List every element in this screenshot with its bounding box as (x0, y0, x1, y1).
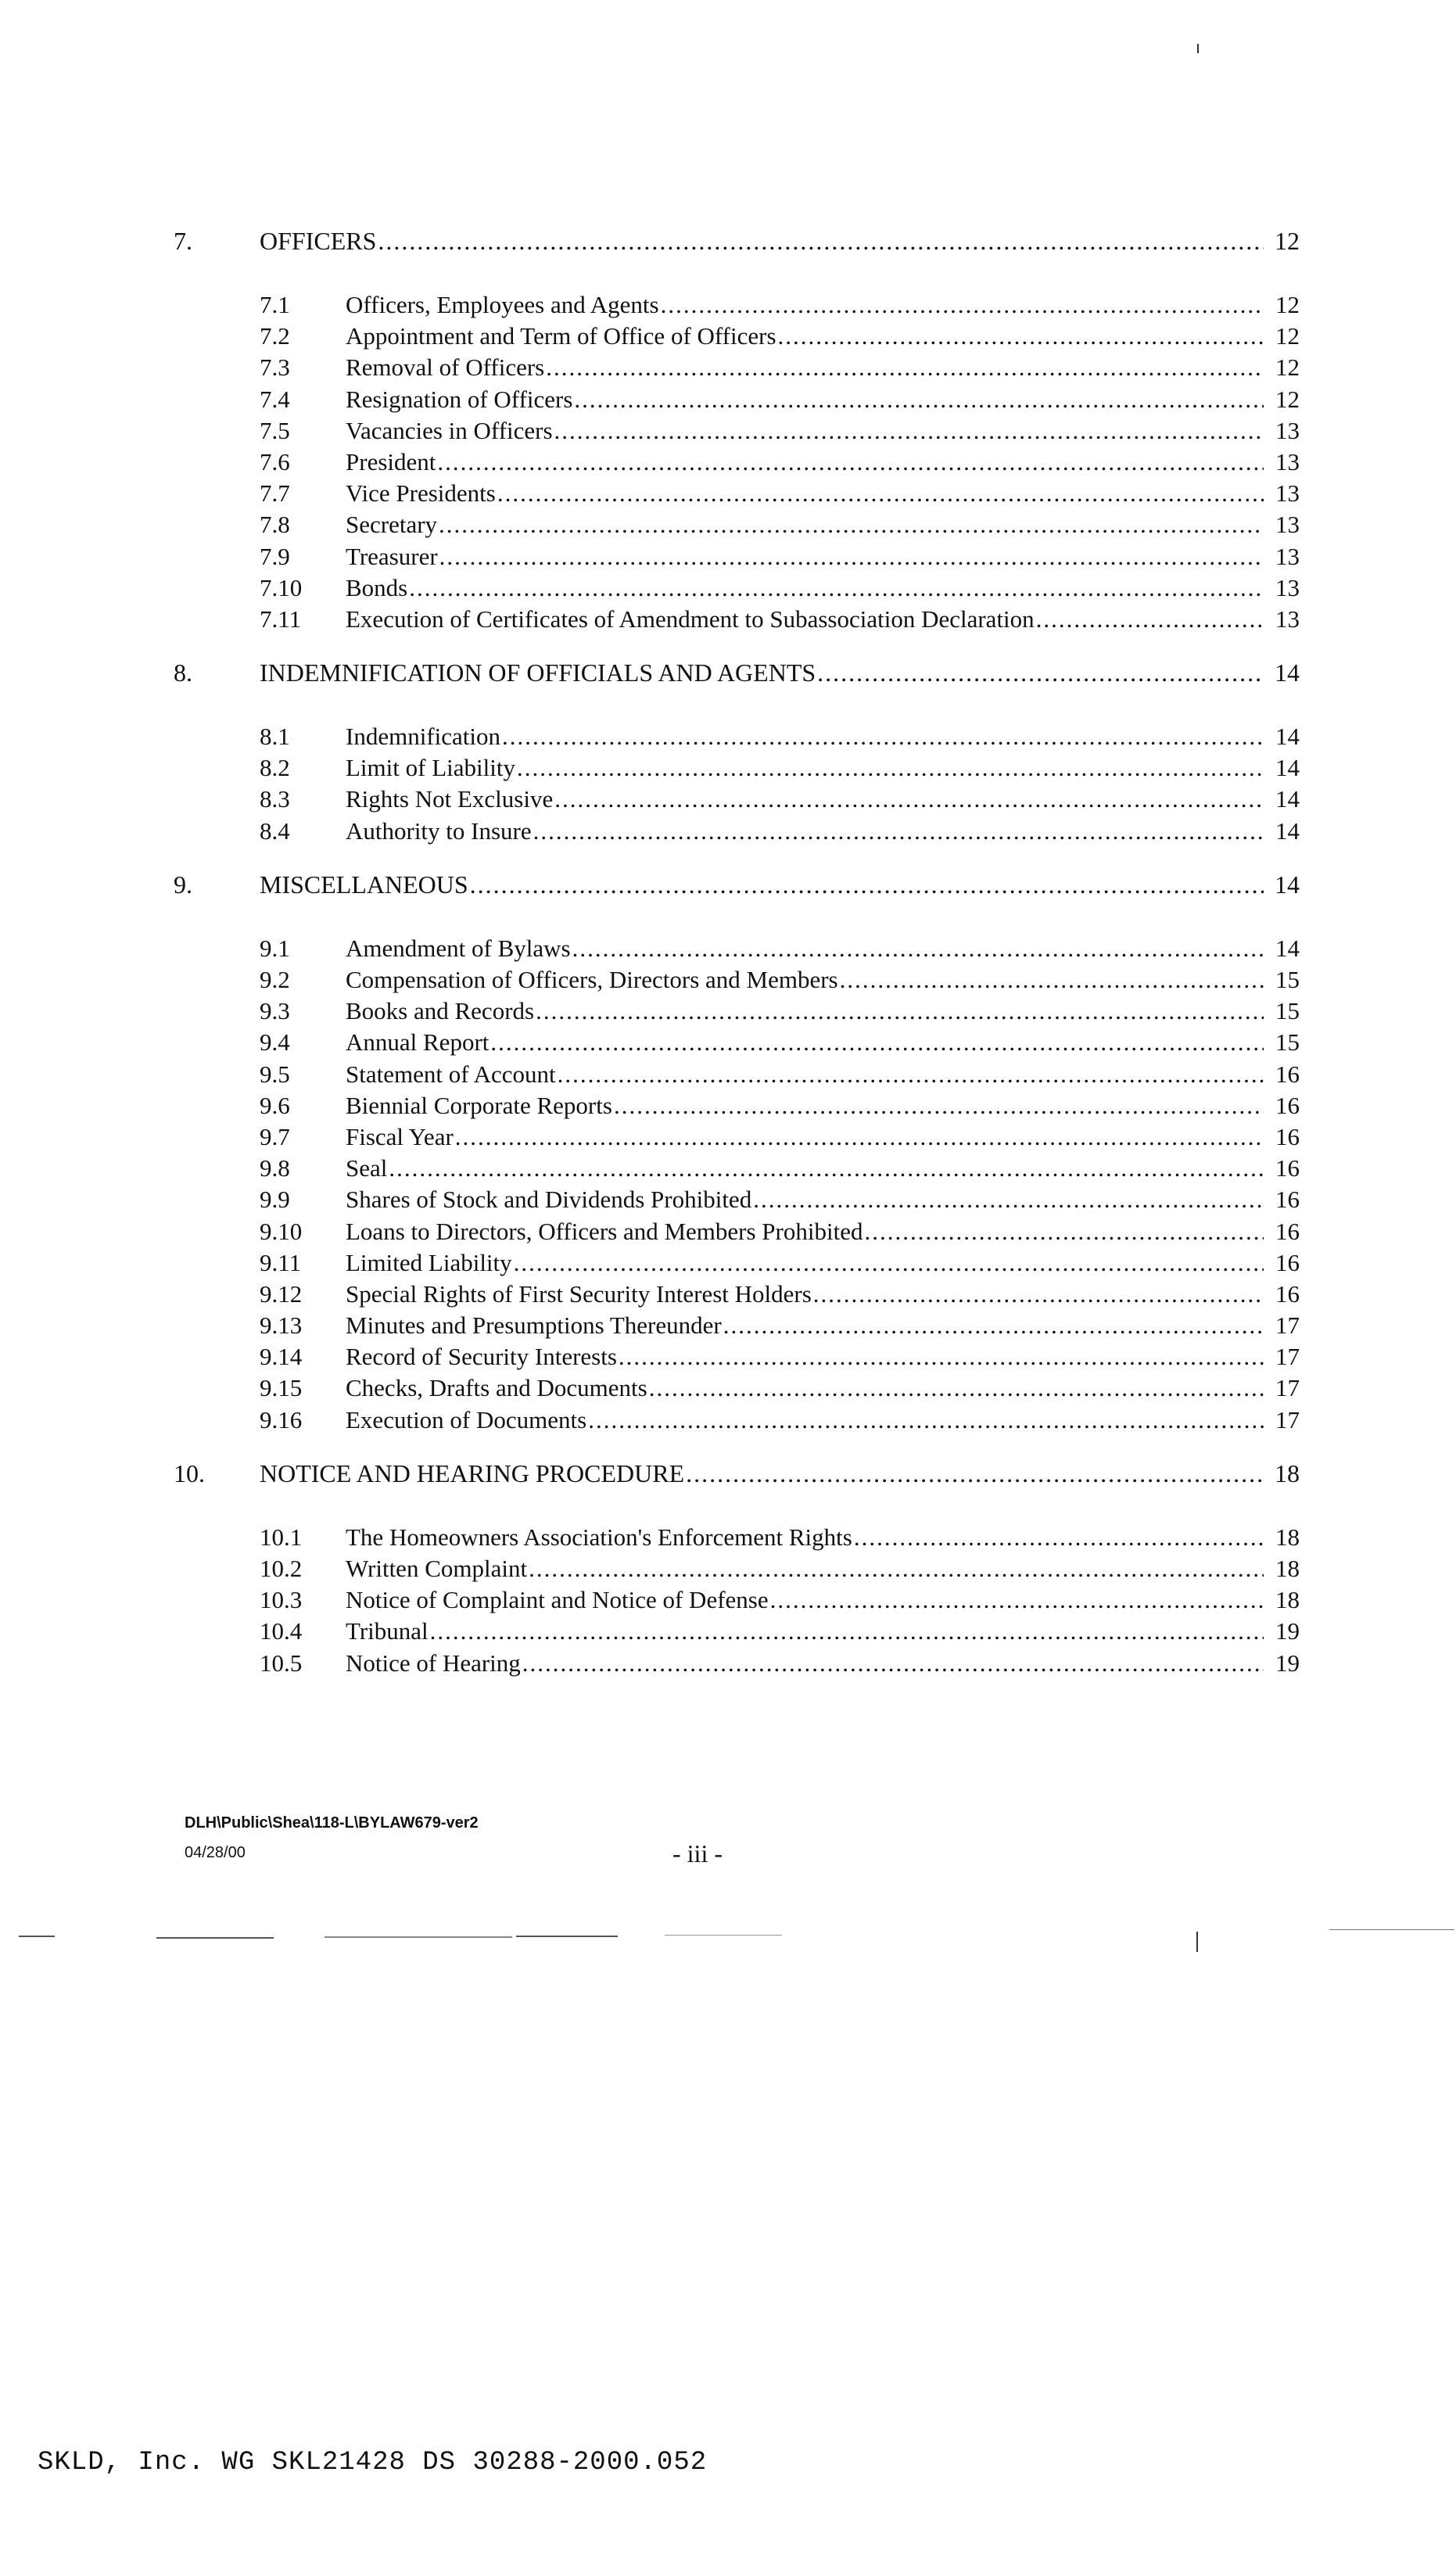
toc-entry (174, 935, 1300, 966)
dot-leader (554, 785, 1264, 813)
scan-line (19, 1936, 55, 1937)
entry-title: Secretary (346, 511, 438, 539)
dot-leader (1036, 605, 1264, 633)
entry-number: 9.5 (260, 1060, 290, 1088)
scan-line (1329, 1929, 1454, 1930)
entry-number: 9.4 (260, 1028, 290, 1057)
dot-leader (778, 322, 1264, 350)
entry-number: 9.11 (260, 1248, 302, 1276)
dot-leader (588, 1406, 1264, 1434)
entry-title: Books and Records (346, 997, 535, 1025)
toc-section-9 (174, 870, 1300, 1437)
page-number: 12 (1275, 353, 1300, 382)
toc-entry (174, 1249, 1300, 1280)
dot-leader (378, 227, 1264, 256)
page-number: 12 (1275, 227, 1300, 255)
dot-leader (619, 1343, 1264, 1371)
dot-leader (854, 1523, 1264, 1552)
toc-entry (174, 291, 1300, 322)
page-number: 16 (1275, 1122, 1300, 1150)
toc-entry (174, 1311, 1300, 1343)
table-of-contents (174, 227, 1300, 1703)
entry-title: Treasurer (346, 542, 438, 570)
entry-title: Fiscal Year (346, 1122, 454, 1150)
dot-leader (502, 723, 1264, 751)
entry-title: Statement of Account (346, 1060, 556, 1088)
entry-title: Authority to Insure (346, 816, 532, 845)
page-number: 18 (1275, 1586, 1300, 1614)
dot-leader (470, 870, 1264, 899)
entry-number: 9.3 (260, 997, 290, 1025)
dot-leader (497, 479, 1264, 508)
toc-entry (174, 1092, 1300, 1123)
dot-leader (558, 1060, 1264, 1089)
page-number: 13 (1275, 542, 1300, 570)
page-number: 18 (1275, 1459, 1300, 1487)
entry-number: 7.2 (260, 322, 290, 350)
entry-title: Officers, Employees and Agents (346, 291, 659, 318)
entry-title: Notice of Complaint and Notice of Defense (346, 1586, 769, 1614)
page-number: 13 (1275, 479, 1300, 508)
entry-title: Tribunal (346, 1617, 429, 1645)
entry-title: Checks, Drafts and Documents (346, 1374, 647, 1402)
entry-number: 9.16 (260, 1405, 303, 1433)
entry-number: 9.9 (260, 1186, 290, 1214)
page-number: 14 (1275, 785, 1300, 813)
dot-leader (546, 353, 1264, 382)
entry-title: Compensation of Officers, Directors and Members (346, 966, 838, 993)
toc-entry (174, 1523, 1300, 1555)
entry-number: 7.1 (260, 291, 290, 318)
entry-title: Indemnification (346, 723, 500, 751)
entry-number: 9.7 (260, 1122, 290, 1150)
toc-entry (174, 605, 1300, 637)
page-number: 17 (1275, 1311, 1300, 1340)
entry-title: Annual Report (346, 1028, 490, 1057)
entry-number: 7.11 (260, 605, 302, 633)
section-number: 8. (174, 658, 192, 687)
entry-title: The Homeowners Association's Enforcement Rights (346, 1523, 852, 1551)
page-number: 16 (1275, 1248, 1300, 1276)
dot-leader (649, 1374, 1264, 1402)
toc-entry (174, 543, 1300, 574)
dot-leader (455, 1123, 1264, 1151)
dot-leader (409, 574, 1264, 602)
toc-section-heading (174, 1459, 1300, 1497)
scan-line (516, 1936, 618, 1937)
dot-leader (437, 448, 1264, 476)
entry-title: Shares of Stock and Dividends Prohibited (346, 1186, 752, 1214)
toc-entry (174, 723, 1300, 754)
section-title: MISCELLANEOUS (260, 870, 468, 899)
page-number: 14 (1275, 754, 1300, 782)
toc-entry (174, 1218, 1300, 1249)
scan-line (156, 1937, 274, 1939)
page-number: 16 (1275, 1060, 1300, 1088)
toc-entry (174, 353, 1300, 385)
page-number: 14 (1275, 870, 1300, 899)
page-number: 19 (1275, 1649, 1300, 1677)
scan-line (325, 1936, 512, 1938)
footer-page-number: - iii - (672, 1839, 723, 1868)
scan-mark (1196, 1932, 1198, 1952)
entry-number: 8.4 (260, 816, 290, 845)
dot-leader (614, 1092, 1264, 1120)
dot-leader (864, 1218, 1264, 1246)
toc-entry (174, 1374, 1300, 1405)
entry-title: Rights Not Exclusive (346, 785, 554, 813)
toc-entry (174, 448, 1300, 479)
entry-number: 7.6 (260, 447, 290, 475)
page-number: 17 (1275, 1374, 1300, 1402)
page-number: 14 (1275, 934, 1300, 962)
page-number: 15 (1275, 1028, 1300, 1057)
dot-leader (686, 1459, 1264, 1488)
page-number: 15 (1275, 997, 1300, 1025)
entry-number: 9.6 (260, 1091, 290, 1119)
entry-title: Vice Presidents (346, 479, 496, 508)
entry-number: 8.1 (260, 723, 290, 751)
page-number: 13 (1275, 416, 1300, 444)
toc-section-10 (174, 1459, 1300, 1681)
section-number: 10. (174, 1459, 205, 1487)
entry-title: Removal of Officers (346, 353, 545, 382)
entry-number: 7.10 (260, 573, 303, 601)
toc-entry (174, 1280, 1300, 1311)
entry-number: 10.5 (260, 1649, 303, 1677)
toc-entry (174, 785, 1300, 816)
page-number: 16 (1275, 1279, 1300, 1308)
entry-title: Resignation of Officers (346, 385, 573, 413)
entry-title: Seal (346, 1154, 388, 1182)
dot-leader (753, 1186, 1264, 1214)
page-number: 16 (1275, 1186, 1300, 1214)
dot-leader (439, 511, 1264, 539)
dot-leader (490, 1028, 1264, 1057)
entry-number: 10.1 (260, 1523, 303, 1551)
entry-number: 7.7 (260, 479, 290, 508)
section-number: 7. (174, 227, 192, 255)
page-number: 16 (1275, 1154, 1300, 1182)
entry-number: 7.8 (260, 511, 290, 539)
toc-section-heading (174, 870, 1300, 908)
entry-title: President (346, 447, 436, 475)
section-title: OFFICERS (260, 227, 377, 255)
dot-leader (430, 1617, 1264, 1645)
page-number: 12 (1275, 385, 1300, 413)
toc-entry (174, 1555, 1300, 1586)
entry-title: Written Complaint (346, 1555, 528, 1582)
page-number: 17 (1275, 1343, 1300, 1371)
entry-number: 9.13 (260, 1311, 303, 1340)
page-number: 16 (1275, 1217, 1300, 1245)
entry-title: Notice of Hearing (346, 1649, 521, 1677)
entry-number: 7.3 (260, 353, 290, 382)
scan-mark (1197, 44, 1199, 53)
page-number: 13 (1275, 447, 1300, 475)
scan-line (665, 1935, 782, 1936)
entry-title: Bonds (346, 573, 408, 601)
page-number: 13 (1275, 573, 1300, 601)
toc-entry (174, 574, 1300, 605)
dot-leader (389, 1154, 1264, 1182)
toc-entry (174, 1617, 1300, 1649)
footer-file-path: DLH\Public\Shea\118-L\BYLAW679-ver2 (185, 1814, 479, 1832)
toc-entry (174, 322, 1300, 353)
entry-number: 8.3 (260, 785, 290, 813)
entry-number: 9.14 (260, 1343, 303, 1371)
document-id-stamp: SKLD, Inc. WG SKL21428 DS 30288-2000.052 (38, 2448, 708, 2478)
section-number: 9. (174, 870, 192, 899)
toc-entry (174, 386, 1300, 417)
dot-leader (554, 417, 1264, 445)
entry-title: Minutes and Presumptions Thereunder (346, 1311, 722, 1340)
entry-title: Amendment of Bylaws (346, 934, 571, 962)
entry-number: 8.2 (260, 754, 290, 782)
entry-number: 9.2 (260, 966, 290, 993)
dot-leader (517, 754, 1264, 782)
entry-number: 10.2 (260, 1555, 303, 1582)
entry-title: Limit of Liability (346, 754, 515, 782)
toc-section-7 (174, 227, 1300, 637)
dot-leader (536, 997, 1264, 1025)
dot-leader (574, 386, 1264, 414)
toc-section-heading (174, 227, 1300, 264)
toc-entry (174, 1649, 1300, 1681)
dot-leader (514, 1249, 1264, 1277)
toc-entry (174, 511, 1300, 542)
page-number: 12 (1275, 322, 1300, 350)
page-number: 19 (1275, 1617, 1300, 1645)
entry-title: Appointment and Term of Office of Officers (346, 322, 776, 350)
entry-number: 7.9 (260, 542, 290, 570)
dot-leader (529, 1555, 1264, 1583)
entry-number: 9.10 (260, 1217, 303, 1245)
dot-leader (813, 1280, 1264, 1308)
entry-number: 9.1 (260, 934, 290, 962)
dot-leader (661, 291, 1264, 319)
toc-section-8 (174, 658, 1300, 849)
entry-title: Execution of Certificates of Amendment to Subassociation Declaration (346, 605, 1035, 633)
entry-title: Biennial Corporate Reports (346, 1091, 612, 1119)
entry-number: 10.4 (260, 1617, 303, 1645)
toc-entry (174, 754, 1300, 785)
section-title: INDEMNIFICATION OF OFFICIALS AND AGENTS (260, 658, 816, 687)
section-title: NOTICE AND HEARING PROCEDURE (260, 1459, 685, 1487)
toc-entry (174, 997, 1300, 1028)
entry-title: Vacancies in Officers (346, 416, 553, 444)
entry-title: Loans to Directors, Officers and Members Prohibited (346, 1217, 863, 1245)
entry-number: 7.5 (260, 416, 290, 444)
page-number: 14 (1275, 723, 1300, 751)
entry-title: Limited Liability (346, 1248, 512, 1276)
page-number: 18 (1275, 1555, 1300, 1582)
entry-number: 9.8 (260, 1154, 290, 1182)
entry-title: Record of Security Interests (346, 1343, 617, 1371)
page-number: 13 (1275, 511, 1300, 539)
toc-entry (174, 1406, 1300, 1437)
page-number: 17 (1275, 1405, 1300, 1433)
page-number: 13 (1275, 605, 1300, 633)
toc-entry (174, 1154, 1300, 1186)
dot-leader (817, 658, 1264, 687)
toc-entry (174, 1123, 1300, 1154)
entry-number: 9.12 (260, 1279, 303, 1308)
toc-entry (174, 817, 1300, 849)
page-number: 18 (1275, 1523, 1300, 1551)
dot-leader (840, 966, 1264, 994)
dot-leader (723, 1311, 1264, 1340)
entry-number: 7.4 (260, 385, 290, 413)
toc-entry (174, 1060, 1300, 1092)
dot-leader (533, 817, 1264, 845)
entry-number: 10.3 (260, 1586, 303, 1614)
toc-entry (174, 1028, 1300, 1060)
dot-leader (522, 1649, 1264, 1677)
toc-entry (174, 479, 1300, 511)
page-number: 14 (1275, 816, 1300, 845)
footer-date: 04/28/00 (185, 1844, 246, 1861)
entry-title: Special Rights of First Security Interest Holders (346, 1279, 812, 1308)
entry-number: 9.15 (260, 1374, 303, 1402)
dot-leader (770, 1586, 1264, 1614)
toc-entry (174, 417, 1300, 448)
toc-entry (174, 1186, 1300, 1217)
page-number: 15 (1275, 966, 1300, 993)
toc-section-heading (174, 658, 1300, 696)
page-number: 16 (1275, 1091, 1300, 1119)
toc-entry (174, 1586, 1300, 1617)
page-number: 14 (1275, 658, 1300, 687)
page-number: 12 (1275, 291, 1300, 318)
entry-title: Execution of Documents (346, 1405, 587, 1433)
toc-entry (174, 966, 1300, 997)
dot-leader (572, 935, 1264, 963)
toc-entry (174, 1343, 1300, 1374)
dot-leader (439, 543, 1264, 571)
